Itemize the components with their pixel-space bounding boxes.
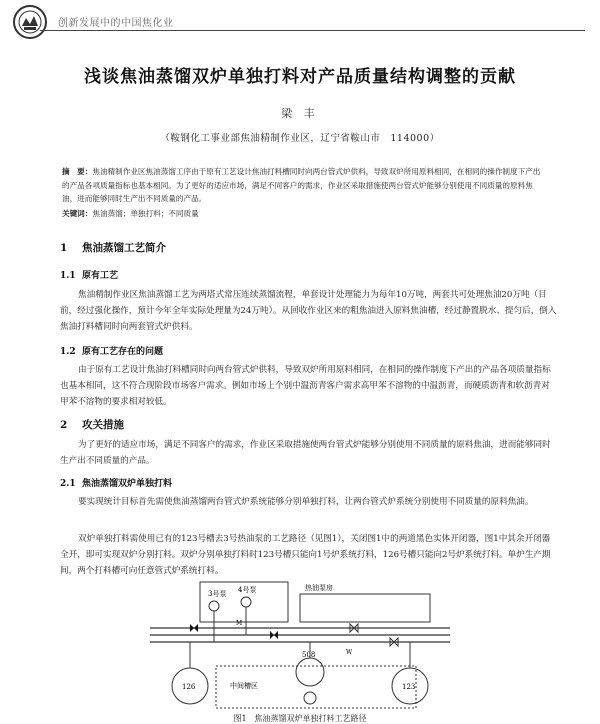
journal-logo	[12, 4, 48, 40]
paragraph: 双炉单独打料需使用已有的123号槽去3号热油泵的工艺路径（见图1），关闭图1中的两道黑色实体开闭器，图1中其余开闭器全开，即可实现双炉分别打料。双炉分别单独打料时123号槽只能向1号炉系统打料，126号槽只能向2号炉系统打料。单炉生产期间，两个打料槽可向任意管式炉系统打料。	[60, 534, 551, 576]
paragraph: 由于原有工艺设计焦油打料槽同时向两台管式炉供料，导致双炉所用原料相同，在相同的操作制度下产出的产品各项质量指标也基本相同，这不符合现阶段市场客户需求。例如市场上个别中温沥青客户需求高甲苯不溶物的中温沥青，而硬质沥青和软沥青对甲苯不溶物的要求相对较低。	[60, 365, 551, 407]
pump3-label: 3号泵	[208, 590, 227, 598]
keywords	[62, 208, 544, 219]
middle-tank-area-label: 中间槽区	[230, 682, 258, 690]
tank-508-label: 508	[302, 651, 316, 659]
valve-closed-icon	[190, 624, 198, 632]
keywords-text: 焦油蒸馏；单独打料；不同质量	[92, 209, 199, 218]
valve-m-label: M	[236, 620, 243, 627]
pump-4-icon	[241, 597, 251, 607]
valve-closed-icon	[270, 631, 278, 639]
section-heading: 2 攻关措施	[60, 419, 124, 431]
hot-oil-pump-label: 热油泵房	[305, 584, 333, 592]
header-rule	[40, 30, 585, 31]
tank-508-icon	[296, 658, 324, 686]
keywords-label: 关键词：	[62, 209, 93, 218]
paper-author: 梁 丰	[281, 107, 319, 120]
subsection-heading: 2.1 焦油蒸馏双炉单独打料	[60, 479, 173, 489]
paragraph: 为了更好的适应市场，满足不同客户的需求，作业区采取措施使两台管式炉能够分别使用不同质量的原料焦油，进而能够同时生产出不同质量的产品。	[60, 440, 551, 466]
abstract	[62, 165, 544, 206]
tank-icon	[304, 692, 316, 704]
tank-126-label: 126	[182, 683, 196, 691]
subsection-heading: 1.2 原有工艺存在的问题	[60, 347, 164, 357]
paper-title: 浅谈焦油蒸馏双炉单独打料对产品质量结构调整的贡献	[84, 67, 516, 87]
paragraph: 焦油精制作业区焦油蒸馏工艺为两塔式常压连续蒸馏流程，单套设计处理能力为每年10万吨，两套共可处理焦油20万吨（目前，经过强化操作，预计今年全年实际处理量为24万吨）。从回收作业区来的粗焦油进入原料焦油槽，经过静置脱水、提匀后，倒入焦油打料槽同时向两套管式炉供料。	[60, 290, 557, 332]
valve-w-label: W	[346, 649, 353, 656]
abstract-label: 摘 要：	[62, 167, 93, 176]
abstract-text: 焦油精制作业区焦油蒸馏工序由于原有工艺设计焦油打料槽同时向两台管式炉供料，导致双炉所用原料相同，在相同的操作制度下产出的产品各项质量指标也基本相同。为了更好的适应市场，满足不同客户的需求，作业区采取措施使两台管式炉能够分别使用不同质量的原料焦油，进而能够同时生产出不同质量的产品。	[62, 167, 541, 204]
figure-caption: 图1 焦油蒸馏双炉单独打料工艺路径	[233, 714, 367, 723]
tank-123-label: 123	[402, 683, 416, 691]
process-diagram	[150, 580, 450, 710]
subsection-heading: 1.1 原有工艺	[60, 271, 119, 281]
pump4-label: 4号泵	[238, 586, 257, 594]
paragraph: 要实现统计目标首先需使焦油蒸馏两台管式炉系统能够分别单独打料，让两台管式炉系统分别使用不同质量的原料焦油。	[78, 497, 534, 507]
section-heading: 1 焦油蒸馏工艺简介	[60, 242, 166, 254]
hot-oil-pump-house	[300, 594, 430, 622]
paper-affiliation: （鞍钢化工事业部焦油精制作业区，辽宁省鞍山市 114000）	[160, 133, 440, 144]
pump-3-icon	[209, 601, 219, 611]
journal-tagline: 创新发展中的中国焦化业	[58, 18, 174, 29]
